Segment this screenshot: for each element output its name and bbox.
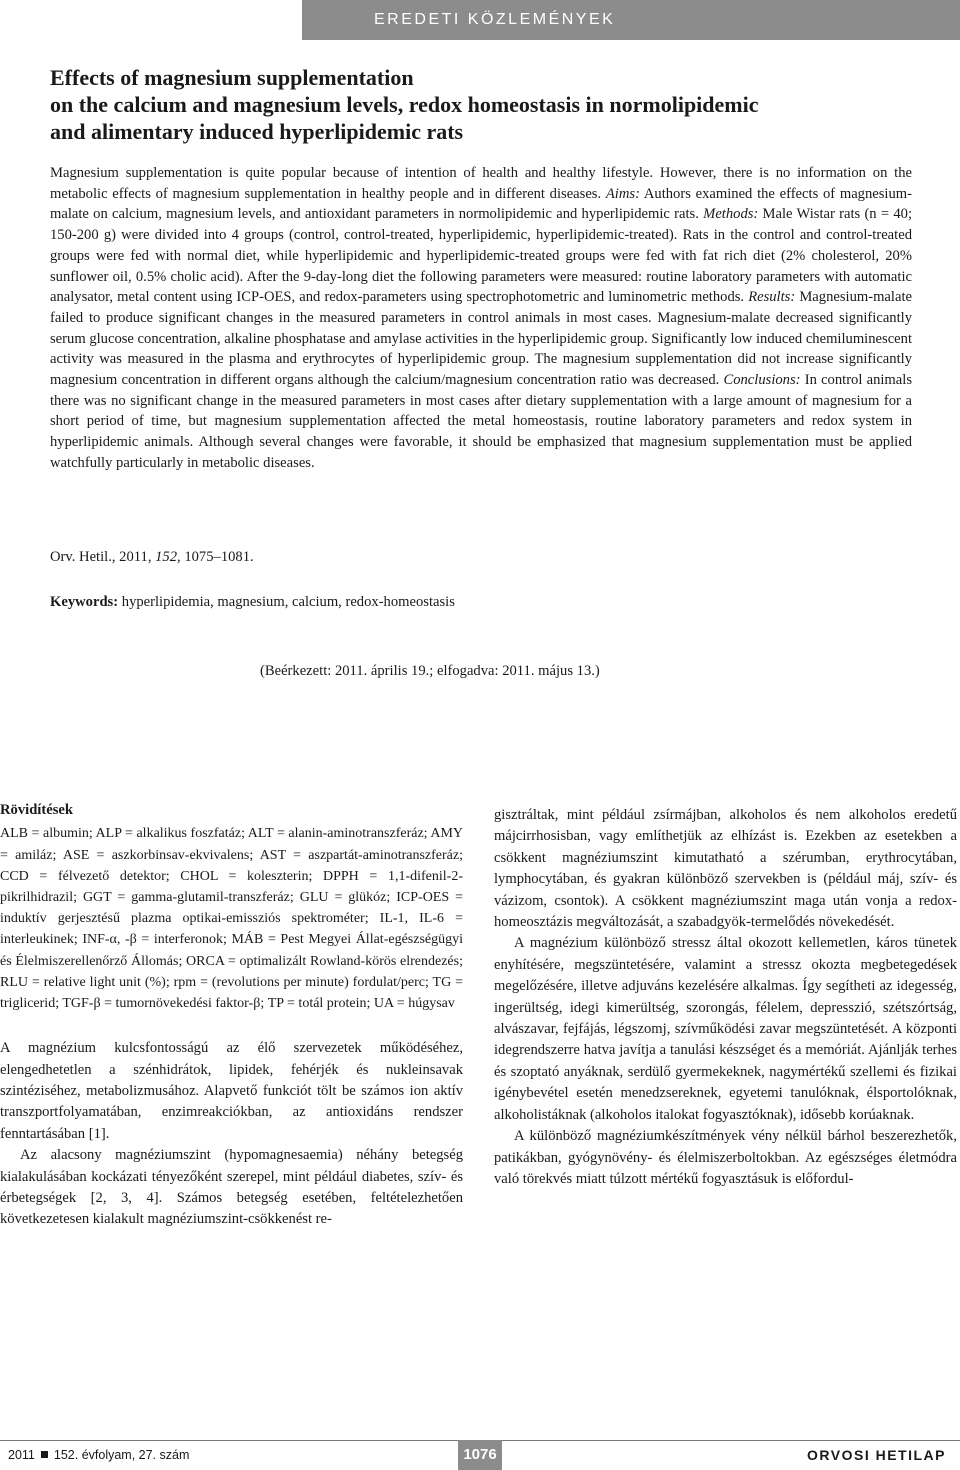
body-right-paragraph-1: gisztráltak, mint például zsírmájban, alkoholos és nem alkoholos eredetű májcirrhosisban, vagy említhetjük az elhízást is. Ezekben az esetekben a csökkent magnéziumszint kimutatható a szérumban, erythrocytában, lymphocytában, és gyakran különböző szervekben is (például máj, szív- és vázizom, csontok). A csökkent magnéziumszint maga után vonja a redox-homeosztázis megváltozását, a szabadgyök-termelődés növekedését. — [494, 807, 957, 931]
section-header-band — [302, 0, 960, 40]
body-right-paragraph-3: A különböző magnéziumkészítmények vény nélkül bárhol beszerezhetők, patikákban, gyógynövény- és élelmiszerboltokban. Az egészséges életmódra való törekvés miatt túlzott mértékű fogyasztásuk is előfordul- — [494, 1128, 957, 1187]
abstract — [50, 163, 912, 474]
methods-text: Male Wistar rats (n = 40; 150-200 g) were divided into 4 groups (control, control-treated, hyperlipidemic, hyperlipidemic-treated). Rats in the control and control-treated groups were fed with normal diet, while hyperlipidemic and hyperlipidemic-treated groups were fed with fat rich diet (2% cholesterol, 20% sunflower oil, 0.5% cholic acid). After the 9-day-long diet the following parameters were measured: routine laboratory parameters with automatic analysator, metal content using ICP-OES, and redox-parameters using spectrophotometric and luminometric methods. — [50, 206, 912, 306]
page-footer — [0, 1440, 960, 1470]
right-column — [494, 805, 957, 1190]
article-title — [50, 64, 930, 145]
abbreviations-title: Rövidítések — [0, 802, 73, 818]
footer-issue: 152. évfolyam, 27. szám — [53, 1448, 190, 1462]
page-number: 1076 — [458, 1440, 502, 1470]
aims-label: Aims: — [605, 185, 640, 202]
title-line-3: and alimentary induced hyperlipidemic rats — [50, 119, 464, 144]
left-column — [0, 800, 463, 1231]
keywords-label: Keywords: — [50, 594, 119, 610]
body-left-paragraph-1: A magnézium kulcsfontosságú az élő szervezetek működéséhez, elengedhetetlen a szénhidrátok, lipidek, fehérjék és nukleinsavak szintéziséhez, metabolizmusához. Alapvető funkciót tölt be számos ion aktív transzportfolyamatában, enzimreakciókban, az antioxidáns rendszer fenntartásában [1]. — [0, 1040, 463, 1142]
title-line-1: Effects of magnesium supplementation — [50, 65, 414, 90]
square-bullet-icon — [41, 1451, 48, 1458]
results-text: Magnesium-malate failed to produce significant changes in the measured parameters in control animals in most cases. Magnesium-malate decreased significantly serum glucose concentration, alkaline phosphatase and amylase activities in the hyperlipidemic group. Significantly low induced chemiluminescent activity was measured in the plasma and erythrocytes of hyperlipidemic group. The magnesium supplementation did not increase significantly magnesium concentration in different organs although the calcium/magnesium concentration ratio was decreased. — [50, 289, 913, 389]
methods-label: Methods: — [703, 206, 759, 223]
citation — [50, 549, 254, 566]
footer-journal-name: ORVOSI HETILAP — [807, 1447, 946, 1463]
citation-volume: 152, — [155, 549, 181, 565]
abstract-paragraph — [50, 163, 912, 474]
abbreviations-text: ALB = albumin; ALP = alkalikus foszfatáz; ALT = alanin-aminotranszferáz; AMY = amiláz; ASE = aszkorbinsav-ekvivalens; AST = aszpartát-aminotranszferáz; CCD = félvezető detektor; CHOL = koleszterin; DPPH = 1,1-difenil-2-pikrilhidrazil; GGT = gamma-glutamil-transzferáz; GLU = glükóz; ICP-OES = induktív gerjesztésű plazma optikai-emissziós spektrométer; IL-1, IL-6 = interleukinek; INF-α, -β = interferonok; MÁB = Pest Megyei Állat-egészségügyi és Élelmiszerellenőrző Állomás; ORCA = optimalizált Rowland-körös elrendezés; RLU = relative light unit (%); rpm = (revolutions per minute) fordulat/perc; TG = triglicerid; TGF-β = tumornövekedési faktor-β; TP = totál protein; UA = húgysav — [0, 826, 463, 1012]
citation-journal: Orv. Hetil., 2011, — [50, 549, 152, 565]
body-left-paragraph-2: Az alacsony magnéziumszint (hypomagnesaemia) néhány betegség kialakulásában kockázati tényezőként szerepel, mint például diabetes, szív- és érbetegségek [2, 3, 4]. Számos betegség esetében, feltételezhetően következetesen kialakult magnéziumszint-csökkenést re- — [0, 1147, 463, 1228]
abstract-intro: Magnesium supplementation is quite popular because of intention of health and healthy lifestyle. However, there is no information on the metabolic effects of magnesium supplementation in healthy people and in different diseases. — [50, 165, 912, 202]
footer-year: 2011 — [8, 1448, 35, 1462]
keywords-text: hyperlipidemia, magnesium, calcium, redox-homeostasis — [121, 594, 455, 610]
keywords — [50, 594, 455, 611]
section-title: EREDETI KÖZLEMÉNYEK — [374, 11, 616, 28]
body-right-paragraph-2: A magnézium különböző stressz által okozott kellemetlen, káros tünetek enyhítésére, megszüntetésére, valamint a stressz okozta megbetegedések megelőzésére, illetve adjuváns kezelésére alkalmas. Így segítheti az idegesség, ingerültség, idegi kimerültség, szorongás, félelem, depresszió, szétszórtság, alvászavar, fejfájás, légszomj, szívműködési zavar megszüntetését. A központi idegrendszerre hatva javítja a tanulási készséget és a memóriát. Ajánlják terhes és szoptató anyáknak, serdülő gyermekeknek, nagymértékű szellemi és fizikai igénybevétel esetén menedzsereknek, egyetemi tanulóknak, élsportolóknak, alkoholistáknak (alkoholos italokat fogyasztóknak), idősebb korúaknak. — [494, 935, 957, 1123]
aims-text: Authors examined the effects of magnesium-malate on calcium, magnesium levels, and antioxidant parameters in normolipidemic and hyperlipidemic rats. — [50, 185, 912, 223]
title-line-2: on the calcium and magnesium levels, redox homeostasis in normolipidemic — [50, 92, 759, 117]
conclusions-text: In control animals there was no significant change in the measured parameters in most cases after dietary supplementation with a large amount of magnesium for a short period of time, but magnesium supplementation affected the metal homeostasis, routine laboratory parameters and redox system in hyperlipidemic animals. Although several changes were favorable, it should be emphasized that magnesium supplementation must be applied watchfully particularly in metabolic diseases. — [50, 372, 912, 471]
conclusions-label: Conclusions: — [723, 372, 801, 389]
results-label: Results: — [748, 289, 796, 306]
received-dates: (Beérkezett: 2011. április 19.; elfogadva: 2011. május 13.) — [260, 663, 600, 679]
footer-issue-info — [8, 1448, 189, 1462]
citation-pages: 1075–1081. — [184, 549, 254, 565]
